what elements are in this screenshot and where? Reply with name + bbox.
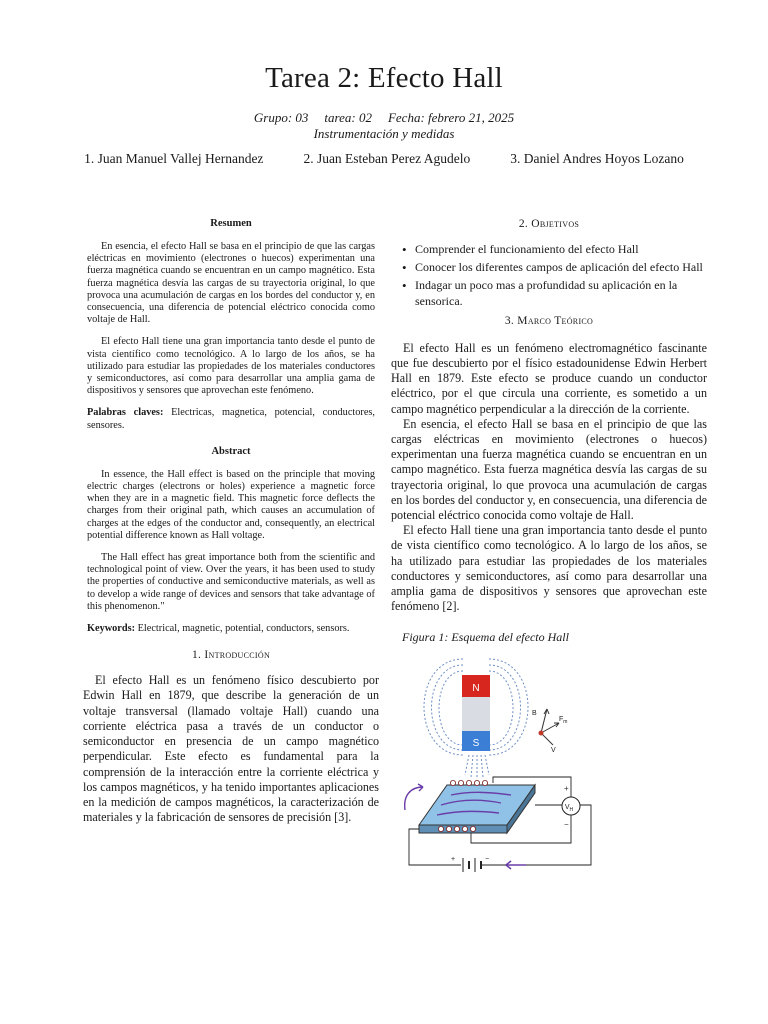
abstract-paragraph: In essence, the Hall effect is based on the principle that moving electric charges (electrons or holes) experience a magnetic force when they are in a magnetic field. This magnetic force deflects the charges from their original path, which causes an accumulation of charges at the edges of the conductor and, consequently, an electrical potential difference known as Hall voltage.: [87, 468, 375, 541]
marco-paragraph: El efecto Hall es un fenómeno electromagnético fascinante que fue descubierto por el físico estadounidense Edwin Herbert Hall en 1879. Este efecto se produce cuando un conductor eléctrico, por el que circula una corriente, es sometido a un campo magnético perpendicular a la dirección de la corriente.: [391, 340, 707, 416]
hall-effect-figure: [401, 655, 601, 880]
resumen-paragraph: El efecto Hall tiene una gran importancia tanto desde el punto de vista científico como tecnológico. A lo largo de los años, se ha utilizado para estudiar las propiedades de los materiales conductores y semiconductores, así como para desarrollar una amplia gama de dispositivos y sensores que aprovechan este fenómeno.: [87, 336, 375, 397]
keywords-label: Palabras claves:: [87, 407, 164, 419]
list-item: • Conocer los diferentes campos de aplicación del efecto Hall: [405, 260, 707, 275]
paper-meta: [0, 110, 768, 142]
introduccion-paragraph: El efecto Hall es un fenómeno físico descubierto por Edwin Hall en 1879, que describe la generación de un voltaje transversal (llamado voltaje Hall) cuando una corriente eléctrica pasa a través de un conductor o semiconductor en presencia de un campo magnético perpendicular. Este efecto es fundamental para la comprensión de la interacción entre la corriente eléctrica y los campos magnéticos, y ha tenido importantes aplicaciones en la medición de campos magnéticos, la caracterización de materiales y la fabricación de sensores de precisión [3].: [83, 673, 379, 825]
resumen-heading: Resumen: [210, 218, 252, 229]
keywords: [87, 623, 375, 635]
conductor-plate: [419, 785, 535, 825]
section-heading-introduccion: 1. Introducción: [191, 649, 271, 662]
keywords-text: Electrical, magnetic, potential, conductors, sensors.: [137, 623, 350, 635]
objetivos-list: [391, 242, 707, 309]
f-label: $F_m$: [559, 716, 568, 726]
battery-plus: +: [451, 856, 456, 864]
abstract-heading: Abstract: [211, 445, 251, 457]
author: 1. Juan Manuel Vallej Hernandez: [84, 151, 264, 166]
author: 2. Juan Esteban Perez Agudelo: [303, 151, 471, 166]
b-label: B: [532, 710, 537, 718]
abstract-paragraph: The Hall effect has great importance both from the scientific and technological point of view. Over the years, it has been used to study the properties of conductive and semiconductive materials, as well as to develop a wide range of devices and sensors that take advantage of this phenomenon.": [87, 552, 375, 612]
right-column: [391, 218, 707, 880]
minus-label: −: [564, 820, 569, 830]
marco-paragraph: En esencia, el efecto Hall se basa en el principio de que las cargas eléctricas en movimiento (electrones o huecos) experimentan una fuerza magnética cuando se encuentran en un campo magnético. Esta fuerza magnética desvía las cargas de su trayectoria original, lo que provoca una acumulación de cargas en los bordes del conductor y, en consecuencia, una diferencia de potencial eléctrico conocida como voltaje de Hall.: [391, 416, 707, 523]
author-list: [0, 151, 768, 167]
fecha: Fecha: febrero 21, 2025: [387, 110, 515, 125]
keywords-text: Electricas, magnetica, potencial, conductores, sensores.: [87, 407, 375, 431]
course-name: Instrumentación y medidas: [313, 126, 455, 141]
grupo: Grupo: 03: [253, 110, 309, 125]
left-column: [83, 218, 379, 825]
marco-paragraph: El efecto Hall tiene una gran importancia tanto desde el punto de vista científico como tecnológico. A lo largo de los años, se ha utilizado para estudiar las propiedades de los materiales conductores y semiconductores, así como para desarrollar una amplia gama de dispositivos y sensores que aprovechan este fenómeno [2].: [391, 523, 707, 614]
plus-label: +: [564, 784, 569, 794]
battery-minus: −: [485, 856, 490, 864]
hall-effect-diagram: [401, 655, 601, 880]
keywords-label: Keywords:: [87, 623, 136, 635]
v-label: V: [551, 747, 556, 755]
author: 3. Daniel Andres Hoyos Lozano: [510, 151, 684, 166]
resumen-paragraph: En esencia, el efecto Hall se basa en el principio de que las cargas eléctricas en movimiento (electrones o huecos) experimentan una fuerza magnética cuando se encuentran en un campo magnético. Esta fuerza magnética desvía las cargas de su trayectoria original, lo que provoca una acumulación de cargas en los bordes del conductor y, en consecuencia, una diferencia de potencial eléctrico conocida como voltaje de Hall.: [87, 241, 375, 326]
list-item: • Comprender el funcionamiento del efecto Hall: [405, 242, 707, 257]
force-vectors-icon: [539, 709, 559, 745]
south-label: S: [472, 738, 480, 750]
paper-title: Tarea 2: Efecto Hall: [265, 62, 503, 94]
tarea-number: tarea: 02: [324, 110, 372, 125]
magnet-body: [462, 697, 490, 731]
current-direction-icon: [506, 861, 526, 869]
palabras-claves: [87, 407, 375, 431]
section-heading-marco-teorico: 3. Marco Teórico: [504, 314, 594, 327]
section-heading-objetivos: 2. Objetivos: [518, 218, 580, 230]
figure-caption: Figura 1: Esquema del efecto Hall: [402, 630, 569, 645]
north-label: N: [472, 683, 480, 695]
voltmeter-label: $V_H$: [564, 804, 574, 814]
list-item: • Indagar un poco mas a profundidad su aplicación en la sensorica.: [405, 278, 707, 308]
battery-icon: [463, 858, 481, 872]
